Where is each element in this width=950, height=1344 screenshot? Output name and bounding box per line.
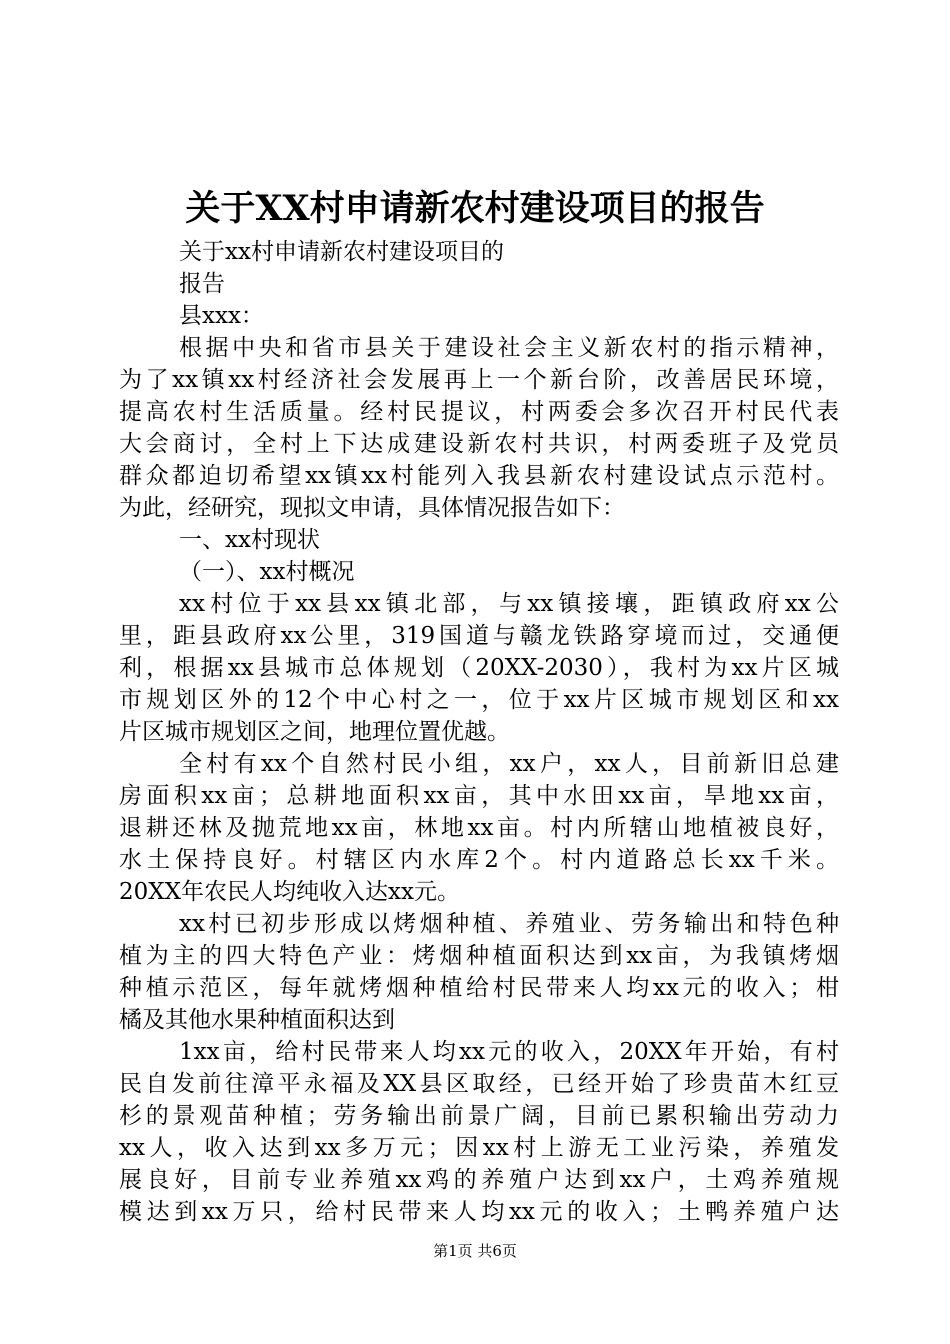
text-line: 退耕还林及抛荒地xx亩，林地xx亩。村内所辖山地植被良好， [119, 815, 839, 841]
section-heading: 一、xx村现状 [179, 527, 320, 553]
text-line: xx村位于xx县xx镇北部，与xx镇接壤，距镇政府xx公 [179, 591, 839, 617]
text-line: 水土保持良好。村辖区内水库2个。村内道路总长xx千米。 [119, 847, 839, 873]
text-line: 房面积xx亩；总耕地面积xx亩，其中水田xx亩，旱地xx亩， [119, 783, 839, 809]
text-line: 报告 [179, 271, 225, 297]
page-footer: 第1页 共6页 [433, 1242, 517, 1260]
text-line: 植为主的四大特色产业：烤烟种植面积达到xx亩，为我镇烤烟 [119, 943, 839, 969]
text-line: 片区城市规划区之间，地理位置优越。 [119, 719, 510, 745]
text-line: 1xx亩，给村民带来人均xx元的收入，20XX年开始，有村 [179, 1039, 839, 1065]
text-line: 种植示范区，每年就烤烟种植给村民带来人均xx元的收入；柑 [119, 975, 839, 1001]
text-line: 为此，经研究，现拟文申请，具体情况报告如下： [119, 495, 625, 521]
text-line: 展良好，目前专业养殖xx鸡的养殖户达到xx户，土鸡养殖规 [119, 1167, 839, 1193]
text-line: 关于xx村申请新农村建设项目的 [179, 239, 504, 265]
text-line: 模达到xx万只，给村民带来人均xx元的收入；土鸭养殖户达 [119, 1199, 839, 1225]
text-line: 里，距县政府xx公里，319国道与赣龙铁路穿境而过，交通便 [119, 623, 839, 649]
text-line: 大会商讨，全村上下达成建设新农村共识，村两委班子及党员 [119, 431, 839, 457]
document-title: 关于XX村申请新农村建设项目的报告 [185, 188, 765, 229]
text-line: 橘及其他水果种植面积达到 [119, 1007, 395, 1033]
document-body [119, 236, 839, 1228]
text-line: 利，根据xx县城市总体规划（20XX-2030），我村为xx片区城 [119, 655, 839, 681]
text-line: xx村已初步形成以烤烟种植、养殖业、劳务输出和特色种 [179, 911, 839, 937]
subsection-heading: （一）、xx村概况 [179, 559, 355, 585]
text-line: 县xxx： [179, 303, 264, 329]
text-line: xx人，收入达到xx多万元；因xx村上游无工业污染，养殖发 [119, 1135, 839, 1161]
text-line: 群众都迫切希望xx镇xx村能列入我县新农村建设试点示范村。 [119, 463, 839, 489]
text-line: 为了xx镇xx村经济社会发展再上一个新台阶，改善居民环境， [119, 367, 839, 393]
text-line: 根据中央和省市县关于建设社会主义新农村的指示精神， [179, 335, 839, 361]
text-line: 民自发前往漳平永福及XX县区取经，已经开始了珍贵苗木红豆 [119, 1071, 839, 1097]
text-line: 20XX年农民人均纯收入达xx元。 [119, 879, 460, 905]
text-line: 提高农村生活质量。经村民提议，村两委会多次召开村民代表 [119, 399, 839, 425]
text-line: 杉的景观苗种植；劳务输出前景广阔，目前已累积输出劳动力 [119, 1103, 839, 1129]
text-line: 市规划区外的12个中心村之一，位于xx片区城市规划区和xx [119, 687, 839, 713]
text-line: 全村有xx个自然村民小组，xx户，xx人，目前新旧总建 [179, 751, 839, 777]
